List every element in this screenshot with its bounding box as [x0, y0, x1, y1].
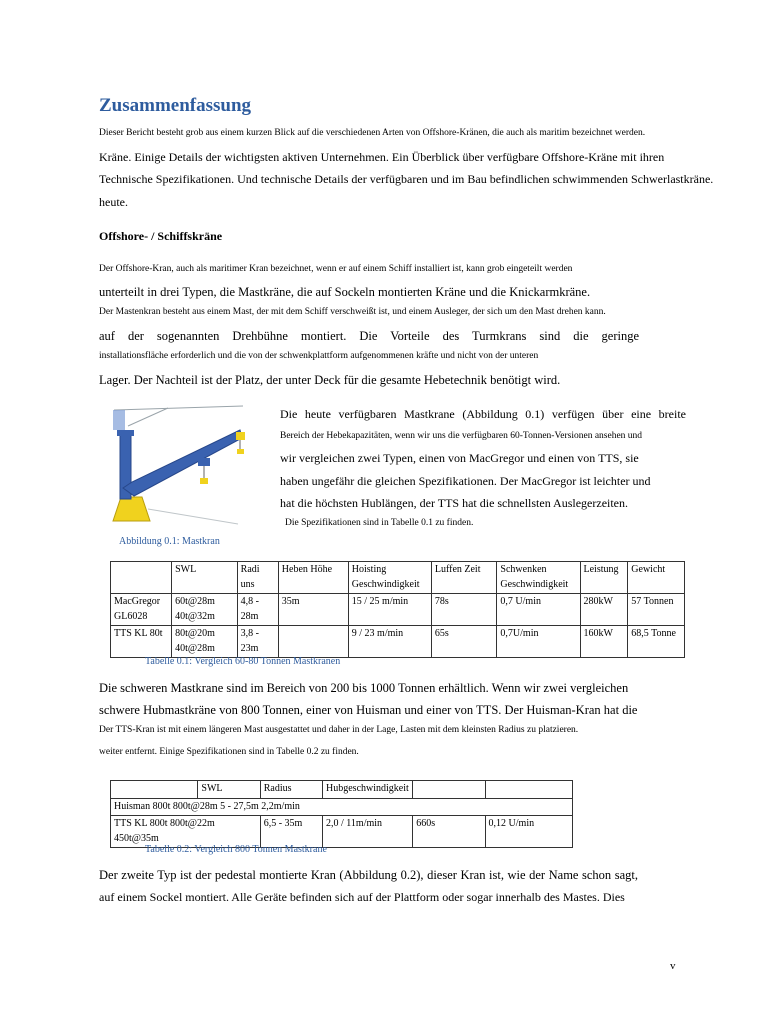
para1-line-4: auf der sogenannten Drehbühne montiert. Die Vorteile des Turmkrans sind die geringe	[99, 329, 639, 343]
para3-line-2: schwere Hubmastkräne von 800 Tonnen, einer von Huisman und einer von TTS. Der Huisman-Kran hat die	[99, 703, 638, 717]
para4-line-2: auf einem Sockel montiert. Alle Geräte befinden sich auf der Plattform oder sogar innerhalb des Mastes. Dies	[99, 890, 625, 904]
intro-line-3: Technische Spezifikationen. Und technische Details der verfügbaren und im Bau befindlichen schwimmenden Schwerlastkräne.	[99, 172, 714, 186]
intro-line-4: heute.	[99, 195, 128, 209]
spec-table-2	[110, 780, 573, 848]
table-header-row: SWL Radi uns Heben Höhe Hoisting Geschwindigkeit Luffen Zeit Schwenken Geschwindigkeit Leistung Gewicht	[111, 562, 685, 594]
para2-line-5: hat die höchsten Hublängen, der TTS hat die schnellsten Auslegerzeiten.	[280, 496, 629, 510]
figure-caption: Abbildung 0.1: Mastkran	[119, 536, 220, 547]
para1-line-6: Lager. Der Nachteil ist der Platz, der unter Deck für die gesamte Hebetechnik benötigt wird.	[99, 373, 561, 387]
spec-table-1	[110, 561, 685, 658]
table-row: MacGregor GL6028 60t@28m 40t@32m 4,8 - 28m 35m 15 / 25 m/min 78s 0,7 U/min 280kW 57 Tonnen	[111, 594, 685, 626]
para1-line-2: unterteilt in drei Typen, die Mastkräne, die auf Sockeln montierten Kräne und die Knickarmkräne.	[99, 285, 591, 299]
para1-line-5: installationsfläche erforderlich und die von der schwenkplattform aufgenommenen kräfte und nicht von der unteren	[99, 351, 539, 361]
table2-caption: Tabelle 0.2: Vergleich 800 Tonnen Mastkrane	[145, 844, 327, 855]
para1-line-1: Der Offshore-Kran, auch als maritimer Kran bezeichnet, wenn er auf einem Schiff installiert ist, kann grob eingeteilt werden	[99, 264, 573, 274]
para2-line-6: Die Spezifikationen sind in Tabelle 0.1 zu finden.	[285, 518, 474, 528]
para2-line-2: Bereich der Hebekapazitäten, wenn wir uns die verfügbaren 60-Tonnen-Versionen ansehen und	[280, 431, 643, 441]
section-title: Offshore- / Schiffskräne	[99, 229, 223, 243]
para2-line-4: haben ungefähr die gleichen Spezifikationen. Der MacGregor ist leichter und	[280, 474, 651, 488]
table-header-row: SWL Radius Hubgeschwindigkeit	[111, 781, 573, 799]
para3-line-1: Die schweren Mastkrane sind im Bereich von 200 bis 1000 Tonnen erhältlich. Wenn wir zwei vergleichen	[99, 681, 629, 695]
para2-line-3: wir vergleichen zwei Typen, einen von MacGregor und einen von TTS, sie	[280, 451, 639, 465]
para2-line-1: Die heute verfügbaren Mastkrane (Abbildung 0.1) verfügen über eine breite	[280, 407, 686, 421]
table-row: TTS KL 800t 800t@22m 450t@35m 6,5 - 35m 2,0 / 11m/min 660s 0,12 U/min	[111, 816, 573, 848]
para3-line-3: Der TTS-Kran ist mit einem längeren Mast ausgestattet und daher in der Lage, Lasten mit dem kleinsten Radius zu platzieren.	[99, 725, 579, 735]
mast-crane-figure	[108, 404, 248, 529]
intro-line-2: Kräne. Einige Details der wichtigsten aktiven Unternehmen. Ein Überblick über verfügbare Offshore-Kräne mit ihren	[99, 150, 665, 164]
table1-caption: Tabelle 0.1: Vergleich 60-80 Tonnen Mastkranen	[145, 656, 341, 667]
para4-line-1: Der zweite Typ ist der pedestal montierte Kran (Abbildung 0.2), dieser Kran ist, wie der Name schon sagt,	[99, 868, 638, 882]
para1-line-3: Der Mastenkran besteht aus einem Mast, der mit dem Schiff verschweißt ist, und einem Ausleger, der sich um den Mast drehen kann.	[99, 307, 606, 317]
table-row: Huisman 800t 800t@28m 5 - 27,5m 2,2m/min	[111, 798, 573, 816]
table-row: TTS KL 80t 80t@20m 40t@28m 3,8 - 23m 9 / 23 m/min 65s 0,7U/min 160kW 68,5 Tonne	[111, 626, 685, 658]
intro-line-1: Dieser Bericht besteht grob aus einem kurzen Blick auf die verschiedenen Arten von Offshore-Kränen, die auch als maritim bezeichnet werden.	[99, 128, 646, 138]
page-number: v	[670, 960, 676, 972]
para3-line-4: weiter entfernt. Einige Spezifikationen sind in Tabelle 0.2 zu finden.	[99, 747, 359, 757]
page-heading: Zusammenfassung	[99, 95, 252, 116]
